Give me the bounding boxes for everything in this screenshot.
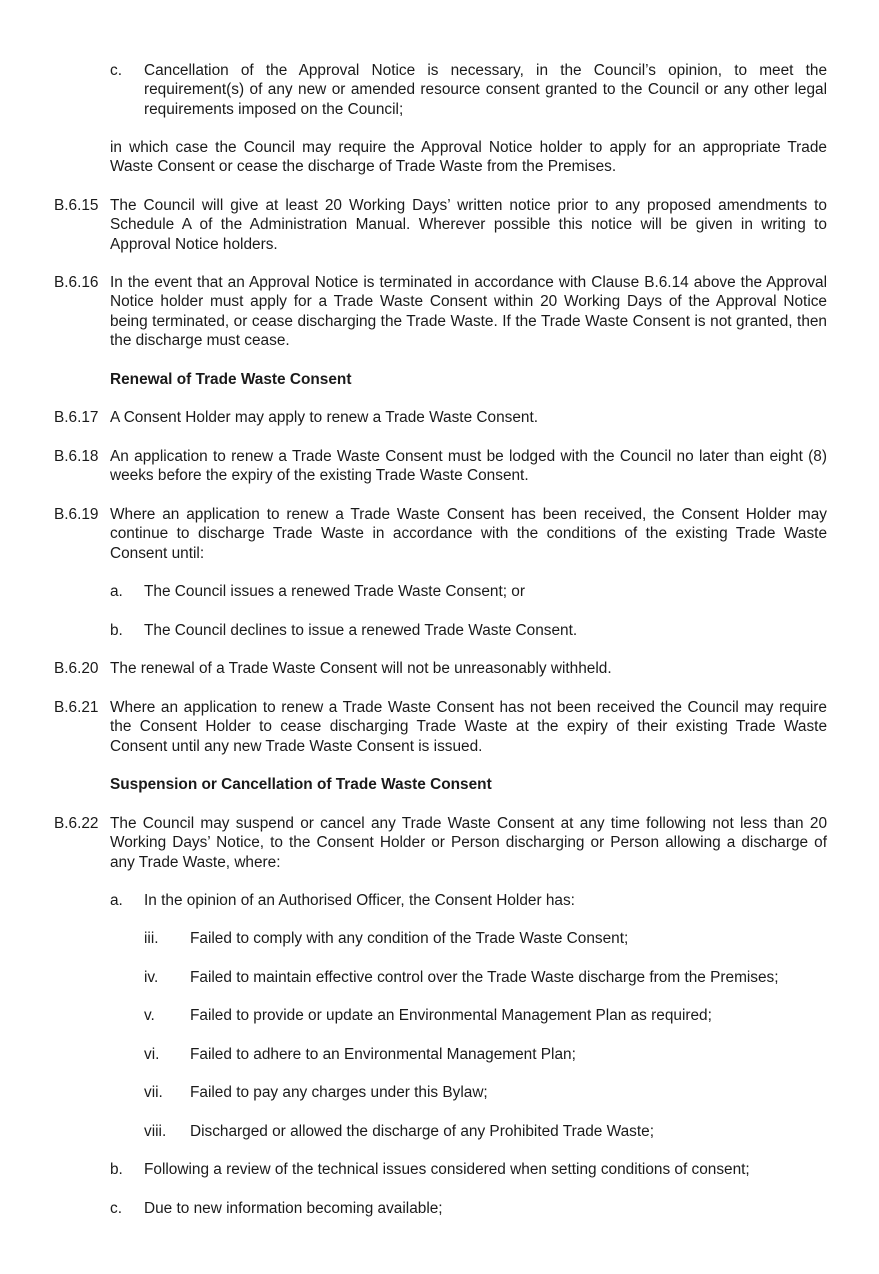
sub-item-marker: iii. (144, 930, 159, 947)
clause-text: In the event that an Approval Notice is terminated in accordance with Clause B.6.14 above the Approval Notice holder must apply for a Trade Waste Consent within 20 Working Days of the Approval Notice being terminated, or cease discharging the Trade Waste. If the Trade Waste Consent is not granted, then the discharge must cease. (110, 274, 827, 349)
section-heading-renewal: Renewal of Trade Waste Consent (110, 371, 352, 388)
sub-item-marker: vii. (144, 1084, 163, 1101)
sub-item-text: Discharged or allowed the discharge of any Prohibited Trade Waste; (190, 1123, 654, 1140)
clause-number: B.6.15 (54, 197, 99, 214)
clause-number: B.6.18 (54, 448, 99, 465)
list-item-text: Following a review of the technical issues considered when setting conditions of consent; (144, 1161, 750, 1178)
intro-item-text: Cancellation of the Approval Notice is necessary, in the Council’s opinion, to meet the requirement(s) of any new or amended resource consent granted to the Council or any other legal requirements imposed on the Council; (144, 62, 827, 118)
section-heading-suspension: Suspension or Cancellation of Trade Waste Consent (110, 776, 492, 793)
clause-text: Where an application to renew a Trade Waste Consent has not been received the Council may require the Consent Holder to cease discharging Trade Waste at the expiry of their existing Trade Waste Consent until any new Trade Waste Consent is issued. (110, 699, 827, 755)
sub-item-text: Failed to adhere to an Environmental Management Plan; (190, 1046, 576, 1063)
sub-item-marker: viii. (144, 1123, 167, 1140)
clause-text: Where an application to renew a Trade Waste Consent has been received, the Consent Holder may continue to discharge Trade Waste in accordance with the conditions of the existing Trade Waste Consent until: (110, 506, 827, 562)
list-item-marker: b. (110, 1161, 123, 1178)
clause-number: B.6.17 (54, 409, 99, 426)
clause-text: An application to renew a Trade Waste Consent must be lodged with the Council no later than eight (8) weeks before the expiry of the existing Trade Waste Consent. (110, 448, 827, 485)
sub-item-text: Failed to pay any charges under this Bylaw; (190, 1084, 488, 1101)
sub-item-marker: v. (144, 1007, 155, 1024)
list-item-marker: c. (110, 1200, 122, 1217)
sub-item-text: Failed to provide or update an Environmental Management Plan as required; (190, 1007, 712, 1024)
sub-item-text: Failed to comply with any condition of the Trade Waste Consent; (190, 930, 629, 947)
sub-item-text: Failed to maintain effective control over the Trade Waste discharge from the Premises; (190, 969, 779, 986)
list-item-text: In the opinion of an Authorised Officer, the Consent Holder has: (144, 892, 575, 909)
list-item-text: The Council issues a renewed Trade Waste Consent; or (144, 583, 525, 600)
list-item-text: Due to new information becoming available; (144, 1200, 443, 1217)
list-item-marker: a. (110, 583, 123, 600)
sub-item-marker: iv. (144, 969, 159, 986)
clause-number: B.6.22 (54, 815, 99, 832)
list-item-marker: b. (110, 622, 123, 639)
clause-text: The Council will give at least 20 Working Days’ written notice prior to any proposed amendments to Schedule A of the Administration Manual. Wherever possible this notice will be given in writing to Approval Notice holders. (110, 197, 827, 253)
sub-item-marker: vi. (144, 1046, 160, 1063)
clause-number: B.6.19 (54, 506, 99, 523)
clause-text: A Consent Holder may apply to renew a Trade Waste Consent. (110, 409, 539, 426)
list-item-text: The Council declines to issue a renewed Trade Waste Consent. (144, 622, 578, 639)
intro-item-marker: c. (110, 62, 122, 79)
intro-follow-paragraph: in which case the Council may require the Approval Notice holder to apply for an appropriate Trade Waste Consent or cease the discharge of Trade Waste from the Premises. (110, 139, 827, 176)
clause-text: The Council may suspend or cancel any Trade Waste Consent at any time following not less than 20 Working Days’ Notice, to the Consent Holder or Person discharging or Person allowing a discharge of any Trade Waste, where: (110, 815, 827, 871)
clause-number: B.6.21 (54, 699, 99, 716)
clause-number: B.6.16 (54, 274, 99, 291)
list-item-marker: a. (110, 892, 123, 909)
clause-number: B.6.20 (54, 660, 99, 677)
clause-text: The renewal of a Trade Waste Consent will not be unreasonably withheld. (110, 660, 612, 677)
